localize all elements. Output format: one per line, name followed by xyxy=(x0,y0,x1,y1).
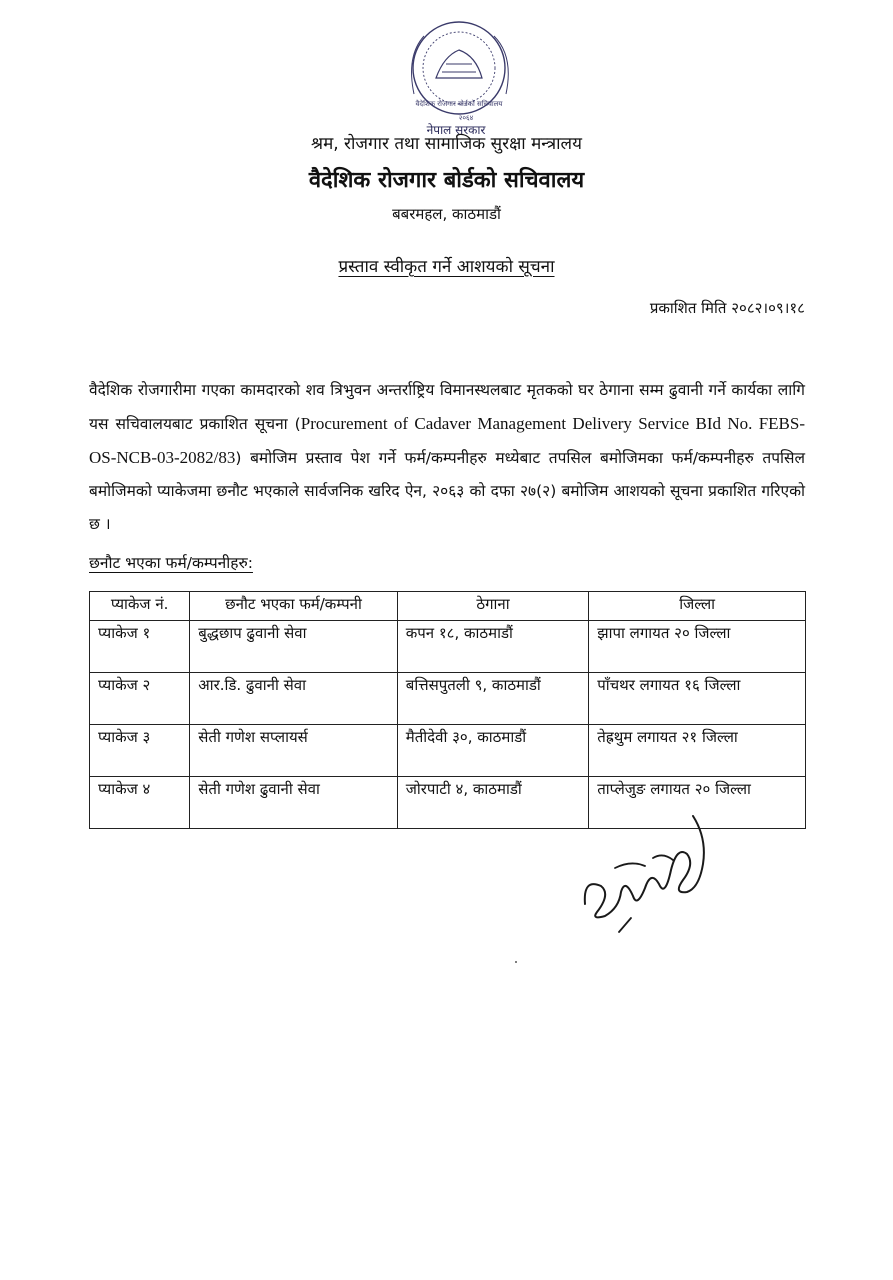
header-package: प्याकेज नं. xyxy=(90,592,190,621)
district-cell: ताप्लेजुङ लगायत २० जिल्ला xyxy=(589,777,806,829)
scan-speck xyxy=(515,961,517,963)
header-address: ठेगाना xyxy=(397,592,589,621)
notice-body-bid-reference: Procurement of Cadaver Management Delivery Service BId No. FEBS-OS-NCB-03-2082/83 xyxy=(89,414,805,467)
notice-body xyxy=(89,374,805,541)
district-cell: झापा लगायत २० जिल्ला xyxy=(589,621,806,673)
seal-year: २०६४ xyxy=(458,114,474,122)
firm-cell: आर.डि. ढुवानी सेवा xyxy=(190,673,397,725)
published-date: प्रकाशित मिति २०८२।०९।१८ xyxy=(649,299,805,317)
seal-ring-text: वैदेशिक रोजगार बोर्डको सचिवालय xyxy=(415,100,503,108)
table-header-row xyxy=(90,592,806,621)
package-cell: प्याकेज २ xyxy=(90,673,190,725)
header-firm: छनौट भएका फर्म/कम्पनी xyxy=(190,592,397,621)
firm-cell: सेती गणेश सप्लायर्स xyxy=(190,725,397,777)
firm-cell: सेती गणेश ढुवानी सेवा xyxy=(190,777,397,829)
seal-label: नेपाल सरकार xyxy=(426,123,486,137)
selected-firms-table xyxy=(89,591,806,829)
package-cell: प्याकेज १ xyxy=(90,621,190,673)
address-cell: मैतीदेवी ३०, काठमाडौं xyxy=(397,725,589,777)
table-row xyxy=(90,725,806,777)
district-cell: तेह्रथुम लगायत २१ जिल्ला xyxy=(589,725,806,777)
package-cell: प्याकेज ४ xyxy=(90,777,190,829)
secretariat-name: वैदेशिक रोजगार बोर्डको सचिवालय xyxy=(308,168,585,193)
district-cell: पाँचथर लगायत १६ जिल्ला xyxy=(589,673,806,725)
table-row xyxy=(90,673,806,725)
office-address: बबरमहल, काठमाडौं xyxy=(392,205,501,223)
address-cell: बत्तिसपुतली ९, काठमाडौं xyxy=(397,673,589,725)
table-row xyxy=(90,621,806,673)
firm-cell: बुद्धछाप ढुवानी सेवा xyxy=(190,621,397,673)
selected-firms-heading: छनौट भएका फर्म/कम्पनीहरु: xyxy=(89,554,253,572)
package-cell: प्याकेज ३ xyxy=(90,725,190,777)
ministry-name: श्रम, रोजगार तथा सामाजिक सुरक्षा मन्त्रालय xyxy=(311,134,582,154)
notice-title: प्रस्ताव स्वीकृत गर्ने आशयको सूचना xyxy=(338,257,555,277)
header-district: जिल्ला xyxy=(589,592,806,621)
address-cell: जोरपाटी ४, काठमाडौं xyxy=(397,777,589,829)
government-seal xyxy=(384,16,534,140)
handwritten-signature xyxy=(575,808,715,938)
notice-body-part-2: ) बमोजिम प्रस्ताव पेश गर्ने फर्म/कम्पनीहरु मध्येबाट तपसिल बमोजिमका फर्म/कम्पनीहरु तपसिल बमोजिमको प्याकेजमा छनौट भएकाले सार्वजनिक खरिद ऐन, २०६३ को दफा २७(२) बमोजिम आशयको सूचना प्रकाशित गरिएको छ । xyxy=(89,449,805,533)
address-cell: कपन १८, काठमाडौं xyxy=(397,621,589,673)
notice-body-part-1: वैदेशिक रोजगारीमा गएका कामदारको शव त्रिभुवन अन्तर्राष्ट्रिय विमानस्थलबाट मृतकको घर ठेगाना सम्म ढुवानी गर्ने कार्यका लागि यस सचिवालयबाट प्रकाशित सूचना ( xyxy=(89,381,805,433)
